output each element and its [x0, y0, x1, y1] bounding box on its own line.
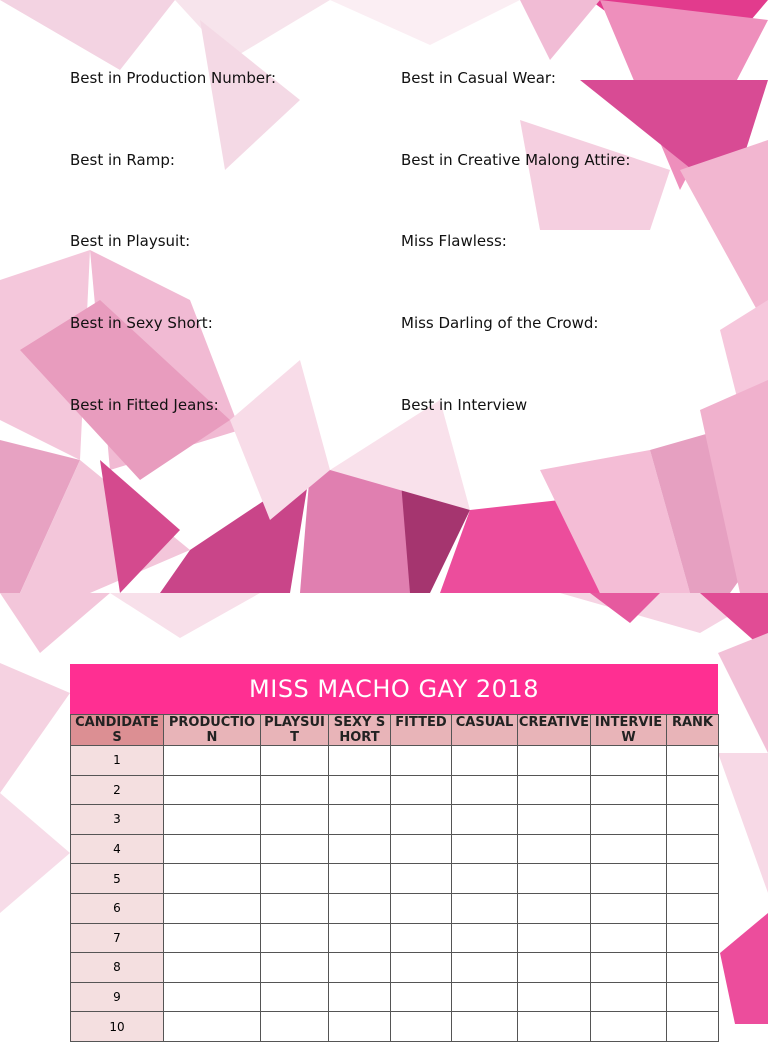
score-cell[interactable]	[452, 805, 518, 835]
score-cell[interactable]	[452, 893, 518, 923]
table-row	[71, 893, 719, 923]
score-cell[interactable]	[591, 1012, 667, 1042]
score-cell[interactable]	[329, 1012, 391, 1042]
score-cell[interactable]	[667, 893, 719, 923]
score-cell[interactable]	[261, 834, 329, 864]
score-cell[interactable]	[164, 1012, 261, 1042]
score-cell[interactable]	[164, 953, 261, 983]
score-cell[interactable]	[391, 982, 452, 1012]
table-row	[71, 982, 719, 1012]
score-cell[interactable]	[591, 893, 667, 923]
score-cell[interactable]	[667, 834, 719, 864]
candidate-number: 1	[71, 746, 164, 776]
score-cell[interactable]	[667, 982, 719, 1012]
candidate-number: 8	[71, 953, 164, 983]
score-cell[interactable]	[452, 923, 518, 953]
award-casual-wear: Best in Casual Wear:	[401, 69, 556, 87]
score-cell[interactable]	[164, 805, 261, 835]
table-row	[71, 775, 719, 805]
table-row	[71, 864, 719, 894]
score-cell[interactable]	[452, 834, 518, 864]
score-cell[interactable]	[518, 893, 591, 923]
award-ramp: Best in Ramp:	[70, 151, 175, 169]
score-cell[interactable]	[261, 775, 329, 805]
score-cell[interactable]	[261, 982, 329, 1012]
score-table-body	[71, 746, 719, 1042]
score-cell[interactable]	[518, 775, 591, 805]
score-cell[interactable]	[667, 805, 719, 835]
score-table	[70, 714, 719, 1042]
scoresheet-title: MISS MACHO GAY 2018	[70, 664, 718, 714]
header-casual: CASUAL	[452, 715, 518, 746]
award-fitted-jeans: Best in Fitted Jeans:	[70, 396, 219, 414]
score-cell[interactable]	[667, 953, 719, 983]
header-playsuit: PLAYSUIT	[261, 715, 329, 746]
score-cell[interactable]	[591, 805, 667, 835]
score-cell[interactable]	[591, 982, 667, 1012]
score-cell[interactable]	[391, 775, 452, 805]
candidate-number: 3	[71, 805, 164, 835]
score-cell[interactable]	[261, 864, 329, 894]
award-playsuit: Best in Playsuit:	[70, 232, 191, 250]
score-cell[interactable]	[518, 834, 591, 864]
score-cell[interactable]	[329, 953, 391, 983]
score-cell[interactable]	[452, 864, 518, 894]
score-cell[interactable]	[452, 1012, 518, 1042]
header-fitted: FITTED	[391, 715, 452, 746]
score-cell[interactable]	[591, 834, 667, 864]
award-miss-flawless: Miss Flawless:	[401, 232, 507, 250]
score-cell[interactable]	[329, 923, 391, 953]
score-cell[interactable]	[391, 923, 452, 953]
candidate-number: 7	[71, 923, 164, 953]
score-cell[interactable]	[518, 1012, 591, 1042]
score-cell[interactable]	[261, 893, 329, 923]
score-cell[interactable]	[261, 953, 329, 983]
score-cell[interactable]	[518, 953, 591, 983]
score-cell[interactable]	[391, 834, 452, 864]
candidate-number: 5	[71, 864, 164, 894]
score-cell[interactable]	[591, 953, 667, 983]
header-creative: CREATIVE	[518, 715, 591, 746]
candidate-number: 9	[71, 982, 164, 1012]
award-interview: Best in Interview	[401, 396, 528, 414]
score-cell[interactable]	[261, 923, 329, 953]
score-cell[interactable]	[667, 864, 719, 894]
header-interview: INTERVIEW	[591, 715, 667, 746]
candidate-number: 10	[71, 1012, 164, 1042]
award-sexy-short: Best in Sexy Short:	[70, 314, 213, 332]
score-cell[interactable]	[518, 746, 591, 776]
score-cell[interactable]	[591, 775, 667, 805]
header-production: PRODUCTION	[164, 715, 261, 746]
score-cell[interactable]	[391, 805, 452, 835]
score-cell[interactable]	[164, 864, 261, 894]
scoresheet-page	[0, 593, 768, 1034]
score-cell[interactable]	[261, 805, 329, 835]
score-cell[interactable]	[452, 953, 518, 983]
score-cell[interactable]	[667, 746, 719, 776]
score-cell[interactable]	[591, 923, 667, 953]
award-darling-of-crowd: Miss Darling of the Crowd:	[401, 314, 599, 332]
score-cell[interactable]	[329, 805, 391, 835]
score-cell[interactable]	[591, 746, 667, 776]
score-cell[interactable]	[591, 864, 667, 894]
score-cell[interactable]	[452, 982, 518, 1012]
score-cell[interactable]	[667, 923, 719, 953]
table-row	[71, 834, 719, 864]
table-row	[71, 746, 719, 776]
score-cell[interactable]	[329, 746, 391, 776]
table-row	[71, 953, 719, 983]
header-sexy-short: SEXY SHORT	[329, 715, 391, 746]
table-row	[71, 1012, 719, 1042]
candidate-number: 2	[71, 775, 164, 805]
header-candidates: CANDIDATES	[71, 715, 164, 746]
score-cell[interactable]	[518, 982, 591, 1012]
score-cell[interactable]	[329, 775, 391, 805]
score-cell[interactable]	[164, 982, 261, 1012]
table-row	[71, 805, 719, 835]
award-creative-malong: Best in Creative Malong Attire:	[401, 151, 631, 169]
score-cell[interactable]	[329, 893, 391, 923]
header-rank: RANK	[667, 715, 719, 746]
score-cell[interactable]	[329, 864, 391, 894]
score-cell[interactable]	[164, 923, 261, 953]
score-cell[interactable]	[261, 1012, 329, 1042]
score-cell[interactable]	[452, 746, 518, 776]
score-cell[interactable]	[164, 746, 261, 776]
award-production-number: Best in Production Number:	[70, 69, 277, 87]
scoresheet	[70, 664, 718, 1042]
score-cell[interactable]	[261, 746, 329, 776]
candidate-number: 6	[71, 893, 164, 923]
score-cell[interactable]	[667, 775, 719, 805]
score-cell[interactable]	[518, 805, 591, 835]
score-cell[interactable]	[391, 953, 452, 983]
score-cell[interactable]	[518, 864, 591, 894]
candidate-number: 4	[71, 834, 164, 864]
score-cell[interactable]	[452, 775, 518, 805]
score-cell[interactable]	[667, 1012, 719, 1042]
table-row	[71, 923, 719, 953]
score-cell[interactable]	[391, 746, 452, 776]
score-cell[interactable]	[329, 982, 391, 1012]
score-cell[interactable]	[391, 864, 452, 894]
score-cell[interactable]	[391, 893, 452, 923]
header-row	[71, 715, 719, 746]
score-cell[interactable]	[391, 1012, 452, 1042]
score-cell[interactable]	[164, 775, 261, 805]
score-cell[interactable]	[164, 893, 261, 923]
score-cell[interactable]	[164, 834, 261, 864]
score-cell[interactable]	[329, 834, 391, 864]
score-cell[interactable]	[518, 923, 591, 953]
